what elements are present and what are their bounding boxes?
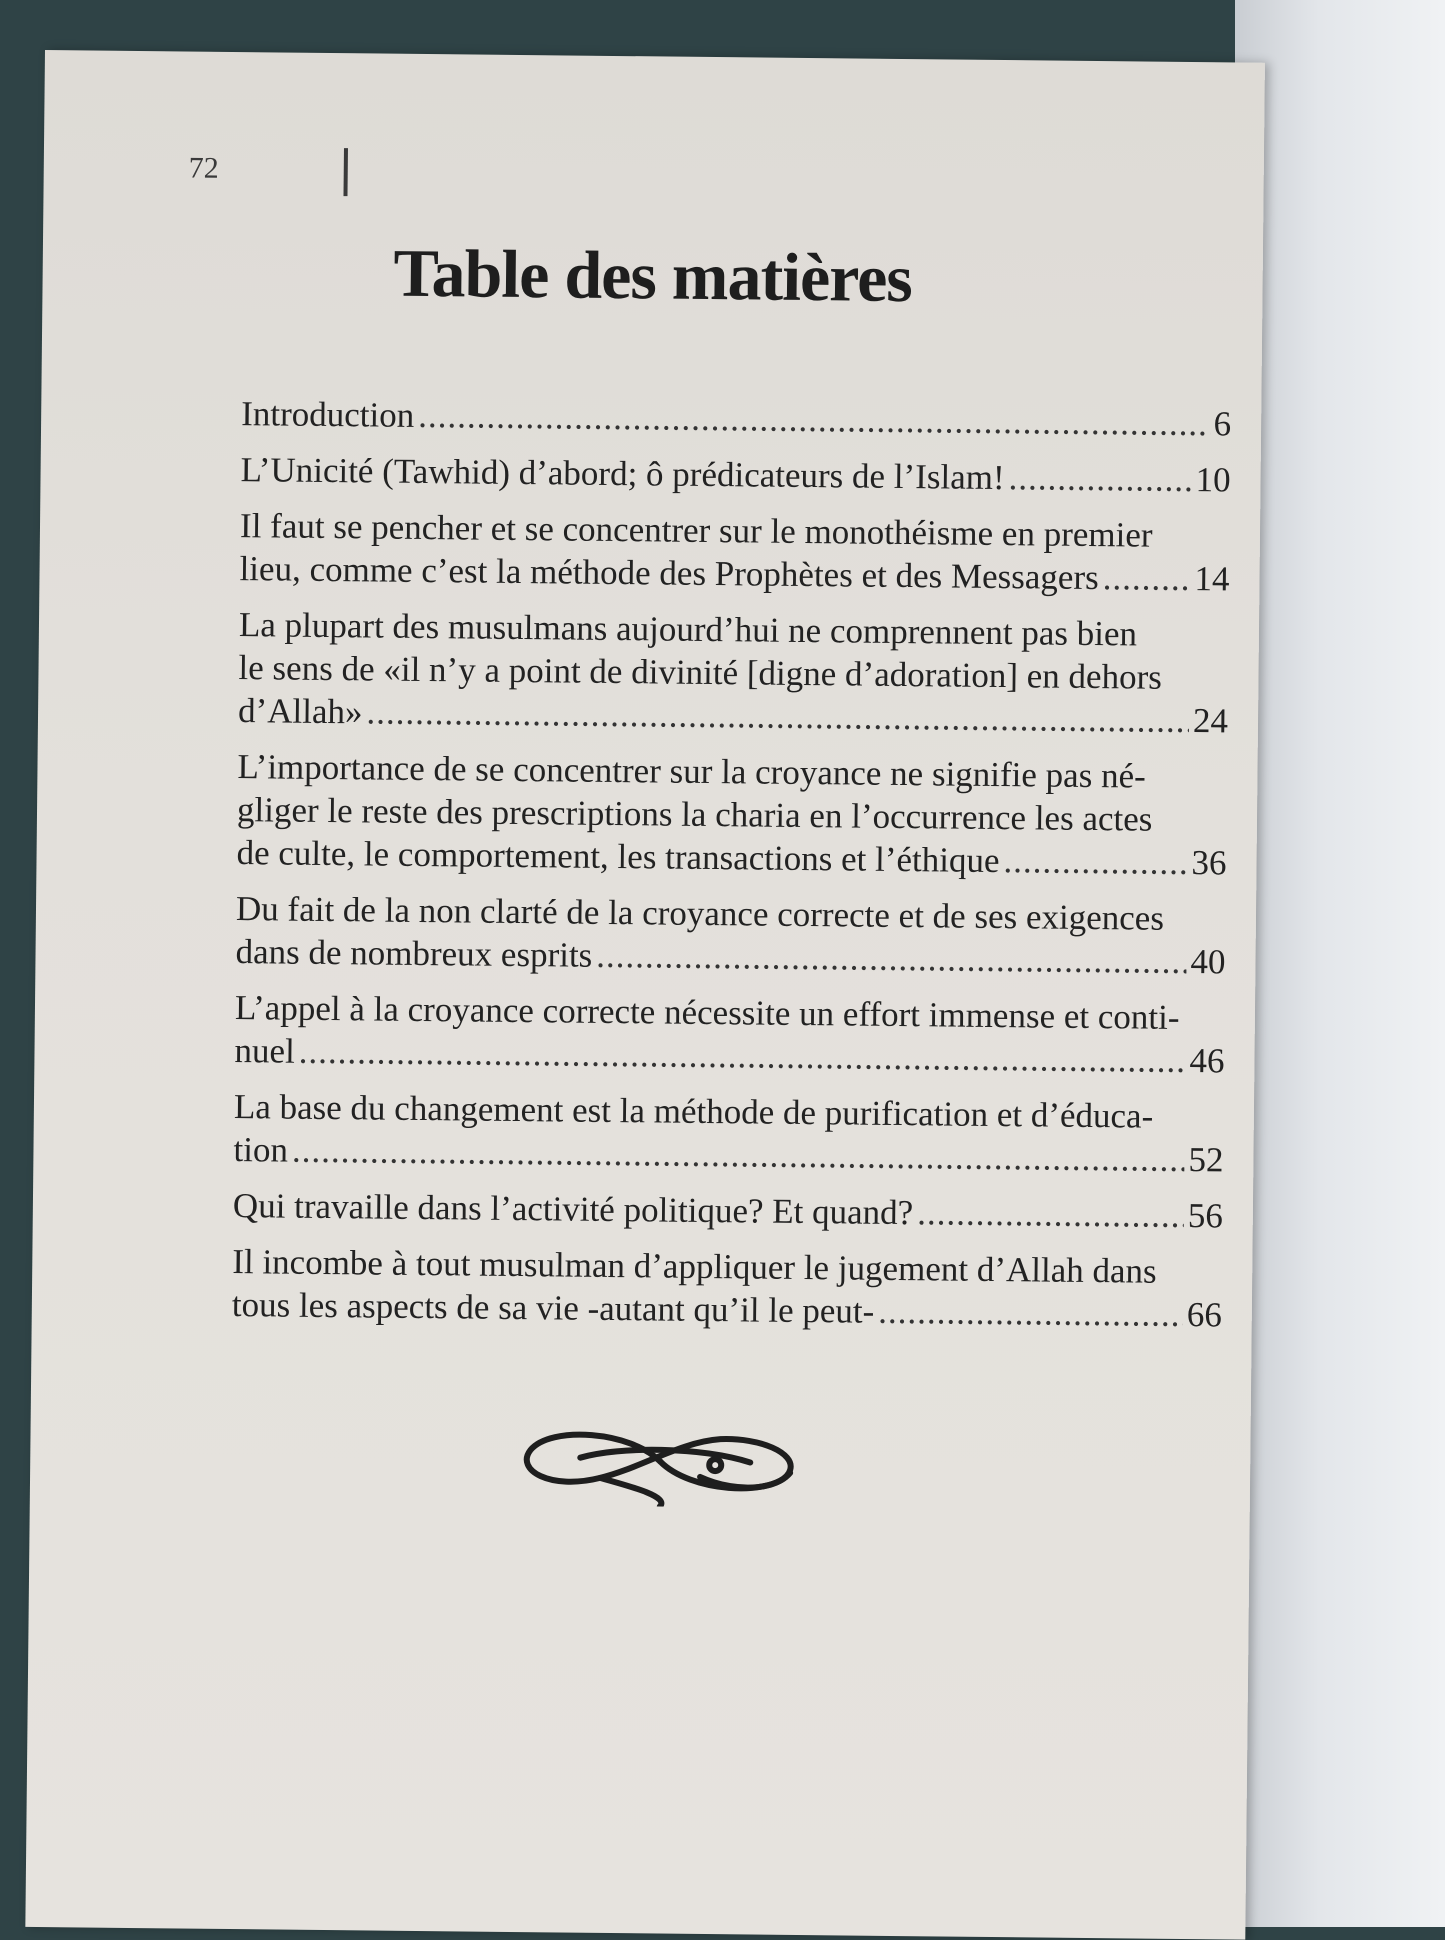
toc-entry-text: La plupart des musulmans aujourd’hui ne comprennent pas bien — [238, 605, 1138, 654]
dot-leader — [366, 690, 1189, 742]
toc-entry — [236, 745, 1227, 884]
toc-page-number: 40 — [1190, 942, 1226, 982]
toc-entry-text: Il faut se pencher et se concentrer sur le monothéisme en premier — [239, 506, 1153, 555]
book-page — [25, 50, 1265, 1940]
toc-entry-text: Qui travaille dans l’activité politique? Et quand? — [232, 1186, 914, 1233]
toc-entry-text: tion — [233, 1130, 289, 1170]
flourish-ornament-icon — [510, 1415, 811, 1508]
toc-entry — [234, 986, 1225, 1082]
toc-page-number: 56 — [1187, 1196, 1224, 1236]
toc-entry — [235, 887, 1226, 983]
toc-entry-text: lieu, comme c’est la méthode des Prophètes et des Messagers — [239, 549, 1099, 598]
toc-page-number: 6 — [1213, 404, 1232, 444]
dot-leader — [1008, 456, 1191, 501]
dot-leader — [1003, 839, 1188, 884]
toc-entry — [233, 1184, 1223, 1237]
dot-leader — [596, 934, 1187, 983]
dot-leader — [878, 1290, 1183, 1336]
toc-entry-text: L’appel à la croyance correcte nécessite un effort immense et conti- — [234, 988, 1180, 1037]
toc-page-number: 36 — [1191, 843, 1227, 883]
dot-leader — [917, 1191, 1184, 1237]
dot-leader — [299, 1030, 1186, 1082]
page-number: 72 — [188, 151, 219, 185]
toc-entry — [239, 504, 1230, 600]
toc-page-number: 46 — [1189, 1041, 1225, 1081]
toc-entry-text: La base du changement est la méthode de purification et d’éduca- — [233, 1087, 1154, 1136]
toc-page-number: 10 — [1195, 460, 1231, 500]
toc-entry-text: L’importance de se concentrer sur la croyance ne signifie pas né- — [237, 747, 1146, 796]
toc-entry-text: de culte, le comportement, les transactions et l’éthique — [236, 833, 1000, 881]
dot-leader — [292, 1129, 1185, 1181]
toc-entry — [241, 392, 1231, 445]
toc-entry — [232, 1240, 1223, 1336]
page-title: Table des matières — [393, 234, 913, 317]
toc-entry-text: Il incombe à tout musulman d’appliquer le jugement d’Allah dans — [232, 1242, 1157, 1291]
toc-entry-text: Introduction — [240, 394, 415, 435]
table-of-contents — [232, 392, 1232, 1349]
toc-page-number: 24 — [1192, 701, 1229, 741]
toc-entry-text: le sens de «il n’y a point de divinité [digne d’adoration] en dehors — [238, 648, 1163, 697]
dot-leader — [418, 394, 1210, 445]
toc-entry — [238, 603, 1229, 742]
toc-page-number: 14 — [1194, 559, 1230, 599]
header-rule — [343, 148, 348, 196]
toc-entry-text: gliger le reste des prescriptions la charia en l’occurrence les actes — [236, 790, 1153, 839]
background-surface — [1235, 0, 1445, 1927]
toc-entry-text: d’Allah» — [237, 691, 363, 732]
toc-entry-text: nuel — [234, 1031, 295, 1071]
toc-entry-text: dans de nombreux esprits — [235, 932, 593, 975]
dot-leader — [1103, 556, 1191, 600]
toc-entry — [240, 448, 1230, 501]
toc-page-number: 66 — [1186, 1295, 1223, 1335]
toc-entry — [233, 1085, 1224, 1181]
toc-entry-text: Du fait de la non clarté de la croyance correcte et de ses exigences — [235, 889, 1165, 938]
toc-page-number: 52 — [1188, 1140, 1224, 1180]
toc-entry-text: tous les aspects de sa vie -autant qu’il le peut- — [231, 1285, 875, 1331]
toc-entry-text: L’Unicité (Tawhid) d’abord; ô prédicateurs de l’Islam! — [240, 450, 1005, 498]
